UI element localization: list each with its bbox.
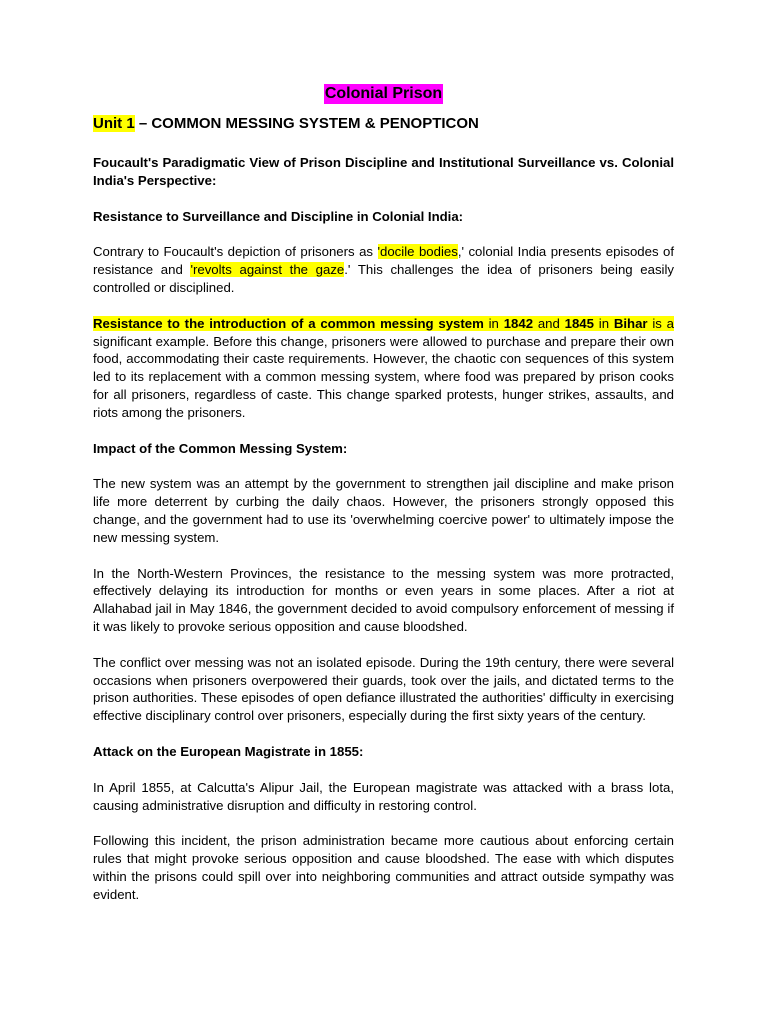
paragraph-alipur: In April 1855, at Calcutta's Alipur Jail, the European magistrate was attacked with a brass lota, causing administrative disruption and difficulty in restoring control.: [93, 779, 674, 813]
unit-heading: [93, 114, 674, 134]
unit-label: Unit 1: [93, 115, 135, 132]
bold-bihar: Bihar: [613, 315, 648, 331]
section-heading-impact: Impact of the Common Messing System:: [93, 440, 348, 456]
highlight-docile-bodies: 'docile bodies: [377, 244, 458, 260]
highlight-revolts-gaze: 'revolts against the gaze: [190, 262, 345, 278]
text-run: Contrary to Foucault's depiction of prisoners as: [93, 244, 378, 260]
paragraph-docile-bodies: [93, 243, 674, 296]
bold-year-1845: 1845: [564, 315, 594, 331]
text-run: in: [483, 315, 504, 331]
paragraph-messing-resistance: [93, 315, 674, 422]
paragraph-north-western: In the North-Western Provinces, the resistance to the messing system was more protracted, effectively delaying its introduction for months or even years in some places. After a riot at Allahabad jail in May 1846, the government decided to avoid compulsory enforcement of messing if it was likely to provoke serious opposition and cause bloodshed.: [93, 565, 674, 634]
section-heading-resistance: Resistance to Surveillance and Discipline in Colonial India:: [93, 208, 464, 224]
section-heading-foucault: Foucault's Paradigmatic View of Prison Discipline and Institutional Surveillance vs. Colonial India's Perspective:: [93, 155, 674, 188]
paragraph-new-system: The new system was an attempt by the government to strengthen jail discipline and make prison life more deterrent by curbing the daily chaos. However, the prisoners strongly opposed this change, and the government had to use its 'overwhelming coercive power' to ultimately impose the new messing system.: [93, 476, 674, 545]
document-title: Colonial Prison: [324, 85, 443, 102]
unit-title: – COMMON MESSING SYSTEM & PENOPTICON: [134, 115, 479, 132]
section-heading-attack: Attack on the European Magistrate in 1855:: [93, 743, 364, 759]
highlighted-lead: [93, 316, 674, 331]
title-container: [93, 84, 674, 104]
text-run: and: [533, 315, 565, 331]
paragraph-aftermath: Following this incident, the prison administration became more cautious about enforcing certain rules that might provoke serious opposition and cause bloodshed. The ease with which disputes within the prisons could spill over into neighboring communities and attract outside sympathy was evident.: [93, 833, 674, 902]
bold-run: Resistance to the introduction of a common messing system: [93, 315, 484, 331]
bold-year-1842: 1842: [503, 315, 534, 331]
paragraph-conflict: The conflict over messing was not an isolated episode. During the 19th century, there were several occasions when prisoners overpowered their guards, took over the jails, and dictated terms to the prison authorities. These episodes of open defiance illustrated the authorities' difficulty in exercising effective disciplinary control over prisoners, especially during the first sixty years of the century.: [93, 654, 674, 724]
text-run: is a: [647, 315, 674, 331]
text-run: ,' colonial India presents episodes of resistance and: [93, 244, 675, 278]
text-run: significant example. Before this change, prisoners were allowed to purchase and prepare their own food, accommodating their caste requirements. However, the chaotic con sequences of this system led to its replacement with a common messing system, where food was prepared by prison cooks for all prisoners, regardless of caste. This change sparked protests, hunger strikes, assaults, and riots among the prisoners.: [93, 333, 674, 420]
text-run: in: [593, 315, 614, 331]
text-run: .' This challenges the idea of prisoners being easily controlled or disciplined.: [93, 262, 674, 295]
